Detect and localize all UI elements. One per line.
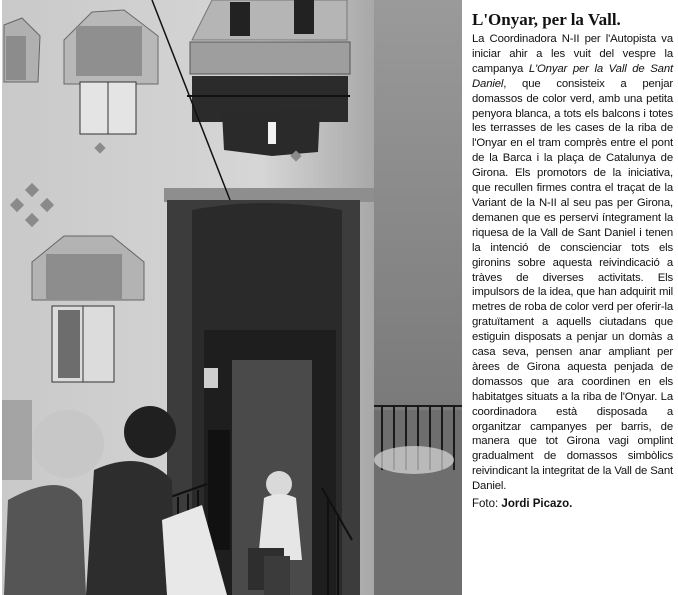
photo-credit bbox=[470, 498, 673, 510]
news-photo bbox=[2, 0, 462, 595]
photo-credit-label: Foto: bbox=[472, 498, 499, 511]
building-facade-image bbox=[2, 0, 462, 595]
news-article bbox=[470, 10, 673, 590]
photo-credit-name: Jordi Picazo. bbox=[501, 498, 573, 511]
campaign-name: L'Onyar per la Vall de Sant Daniel bbox=[472, 62, 673, 90]
article-body-part1: La Coordinadora N-II per l'Autopista va iniciar ahir a les vuit del vespre la campanya bbox=[472, 33, 673, 75]
article-body bbox=[470, 32, 673, 494]
article-body-part2: , que consisteix a penjar domassos de color verd, amb una petita penyora blanca, a tots els balcons i totes les terrasses de les cases de la riba de l'Onyar en el tram comprès entre el pont de la Barca i la plaça de Catalunya de Girona. Els promotors de la iniciativa, que recullen firmes contra el traçat de la Variant de la N-II al seu pas per Girona, demanen que es perservi íntegrament la riquesa de la Vall de Sant Daniel i tenen la intenció de conscienciar tots els gironins sobre aquesta reivindicació a tràves de diverses activitats. Els impulsors de la idea, que han adquirit mil metres de roba de color verd per oferir-la gratuïtament a aquells ciutadans que estiguin disposats a penjar un domàs a casa seva, pensen anar ampliant per àrees de Girona aquesta penjada de domassos que ara coordinen en els habitatges situats a la riba de l'Onyar. La coordinadora està disposada a organitzar campanyes per barris, de manera que tot Girona vagi omplint gradualment de domassos simbòlics reivindicant la integritat de la Vall de Sant Daniel. bbox=[472, 77, 673, 493]
article-headline: L'Onyar, per la Vall. bbox=[472, 10, 621, 29]
